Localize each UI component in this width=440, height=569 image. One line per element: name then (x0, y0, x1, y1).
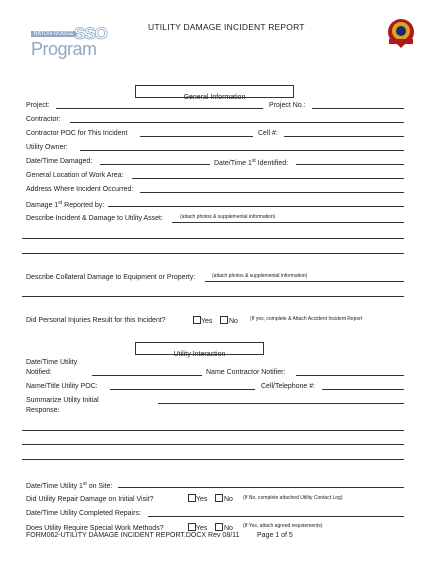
repair-no-checkbox[interactable] (215, 494, 223, 502)
special-note: (If Yes, attach agreed requirements) (243, 523, 323, 529)
repair-yes-label: Yes (196, 496, 208, 503)
field-completed-repairs[interactable] (148, 516, 404, 517)
repair-no-label: No (224, 496, 233, 503)
note-attach-photos: (attach photos & supplemental information) (180, 214, 276, 220)
label-project: Project: (26, 102, 50, 109)
repair-yes-checkbox[interactable] (188, 494, 196, 502)
special-no-checkbox[interactable] (215, 523, 223, 531)
label-address: Address Where Incident Occurred: (26, 186, 134, 193)
sso-program-logo (30, 24, 110, 64)
field-summarize-line3[interactable] (22, 444, 404, 445)
label-completed-repairs: Date/Time Utility Completed Repairs: (26, 510, 141, 517)
label-datetime-notified-1: Date/Time Utility (26, 359, 78, 366)
label-cell: Cell #: (258, 130, 278, 137)
field-date-time-first-identified[interactable] (296, 164, 404, 165)
note-attach-photos-2: (attach photos & supplemental information) (212, 273, 308, 279)
label-contractor-poc: Contractor POC for This Incident (26, 130, 128, 137)
label-damage-first-reported: Damage 1st Reported by: (26, 200, 105, 209)
label-describe-collateral: Describe Collateral Damage to Equipment or Property: (26, 274, 196, 281)
logo-top-text: BATON ROUGE (31, 31, 77, 37)
logo-sso-text: SSO (74, 24, 107, 43)
report-title: UTILITY DAMAGE INCIDENT REPORT (148, 22, 305, 32)
field-contractor-poc[interactable] (140, 136, 253, 137)
injuries-no-label: No (229, 318, 238, 325)
label-cell-telephone: Cell/Telephone #: (261, 383, 316, 390)
logo-program-text: Program (31, 39, 97, 59)
field-general-location[interactable] (132, 178, 404, 179)
field-describe-incident-line3[interactable] (22, 253, 404, 254)
special-yes-label: Yes (196, 525, 208, 532)
special-yes-checkbox[interactable] (188, 523, 196, 531)
label-repair-question: Did Utility Repair Damage on Initial Visit? (26, 496, 154, 503)
public-works-badge-icon (385, 17, 417, 49)
footer-form-id: FORM062-UTILITY DAMAGE INCIDENT REPORT.DOCX Rev 08/11 (26, 532, 240, 539)
field-project-no[interactable] (312, 108, 404, 109)
label-date-time-first-identified: Date/Time 1st Identified: (214, 158, 289, 167)
label-contractor: Contractor: (26, 116, 61, 123)
injuries-note: (If yes, complete & Attach Accident Incident Report (250, 316, 363, 322)
label-injuries-question: Did Personal Injuries Result for this Incident? (26, 317, 166, 324)
section-title-general: General Information (183, 94, 246, 101)
field-on-site[interactable] (118, 487, 404, 488)
repair-note: (If No, complete attached Utility Contact Log) (243, 495, 343, 501)
label-name-contractor-notifier: Name Contractor Notifier: (206, 369, 286, 376)
label-on-site: Date/Time Utility 1st on Site: (26, 481, 113, 490)
label-general-location: General Location of Work Area: (26, 172, 124, 179)
label-name-title-poc: Name/Title Utility POC: (26, 383, 98, 390)
field-summarize-line2[interactable] (22, 430, 404, 431)
field-cell-telephone[interactable] (322, 389, 404, 390)
field-datetime-notified[interactable] (92, 375, 202, 376)
label-describe-incident: Describe Incident & Damage to Utility Asset: (26, 215, 163, 222)
field-cell[interactable] (284, 136, 404, 137)
field-date-time-damaged[interactable] (100, 164, 210, 165)
field-describe-collateral-line1[interactable] (205, 281, 404, 282)
injuries-no-checkbox[interactable] (220, 316, 228, 324)
label-project-no: Project No.: (269, 102, 306, 109)
label-summarize-2: Response: (26, 407, 60, 414)
section-header-utility-interaction (135, 342, 264, 358)
footer-page-number: Page 1 of 5 (257, 532, 293, 539)
field-describe-collateral-line2[interactable] (22, 296, 404, 297)
label-datetime-notified-2: Notified: (26, 369, 52, 376)
field-name-title-poc[interactable] (110, 389, 255, 390)
field-damage-first-reported[interactable] (108, 206, 404, 207)
special-no-label: No (224, 525, 233, 532)
field-name-contractor-notifier[interactable] (296, 375, 404, 376)
field-address[interactable] (140, 192, 404, 193)
field-summarize-line1[interactable] (158, 403, 404, 404)
injuries-yes-checkbox[interactable] (193, 316, 201, 324)
section-header-general (135, 85, 294, 101)
field-summarize-line4[interactable] (22, 459, 404, 460)
injuries-yes-label: Yes (201, 318, 213, 325)
section-title-utility-interaction: Utility Interaction (173, 351, 226, 358)
label-special-methods: Does Utility Require Special Work Methods? (26, 525, 164, 532)
field-project[interactable] (56, 108, 263, 109)
label-utility-owner: Utility Owner: (26, 144, 68, 151)
field-contractor[interactable] (70, 122, 404, 123)
label-summarize-1: Summarize Utility Initial (26, 397, 99, 404)
field-utility-owner[interactable] (80, 150, 404, 151)
field-describe-incident-line2[interactable] (22, 238, 404, 239)
field-describe-incident-line1[interactable] (172, 222, 404, 223)
label-date-time-damaged: Date/Time Damaged: (26, 158, 93, 165)
